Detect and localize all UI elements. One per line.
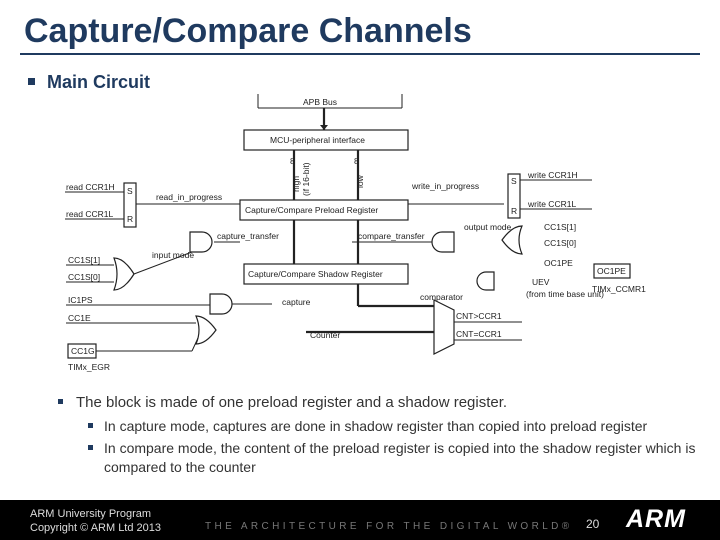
from-time-base-label: (from time base unit) — [526, 289, 604, 299]
cc1g-label: CC1G — [71, 346, 95, 356]
capture-or-gate — [196, 316, 216, 344]
counter-label: Counter — [310, 330, 341, 340]
write-ccr1h-label: write CCR1H — [528, 170, 578, 180]
low-label: low — [355, 175, 365, 188]
comparator-shape — [434, 300, 454, 354]
page-number: 20 — [586, 517, 600, 531]
bullet-square-icon — [58, 399, 63, 404]
uev-and-gate — [477, 272, 494, 290]
write-in-progress-label: write_in_progress — [412, 181, 480, 191]
left-latch-s: S — [127, 186, 133, 196]
output-mode-label: output mode — [464, 222, 512, 232]
capture-compare-diagram — [62, 92, 662, 374]
capture-label: capture — [282, 297, 311, 307]
footer-tagline: THE ARCHITECTURE FOR THE DIGITAL WORLD® — [205, 521, 573, 532]
read-ccr1h-label: read CCR1H — [66, 182, 115, 192]
cnt-gt-label: CNT>CCR1 — [456, 311, 502, 321]
apb-bus-label: APB Bus — [303, 97, 338, 107]
ic1ps-label: IC1PS — [68, 295, 93, 305]
compare-mode-text: In compare mode, the content of the preload register is copied into the shadow register which is compared to the counter — [104, 440, 696, 475]
main-bullet — [28, 72, 150, 93]
left-latch-r: R — [127, 214, 134, 224]
mcu-interface-label: MCU-peripheral interface — [270, 135, 365, 145]
input-and-gate — [190, 232, 212, 252]
bullet-square-icon — [88, 445, 93, 450]
high-label: high — [291, 175, 301, 192]
capture-mode-text: In capture mode, captures are done in shadow register than copied into preload register — [104, 418, 648, 434]
timx-egr-label: TIMx_EGR — [68, 362, 111, 372]
cc1e-label: CC1E — [68, 313, 91, 323]
compare-transfer-label: compare_transfer — [358, 231, 425, 241]
bullet-square-icon — [28, 78, 35, 85]
bullet-square-icon — [88, 423, 93, 428]
shadow-register-label: Capture/Compare Shadow Register — [248, 269, 383, 279]
input-or-gate — [114, 258, 134, 290]
write-ccr1l-label: write CCR1L — [528, 199, 577, 209]
main-bullet-label: Main Circuit — [47, 72, 151, 92]
arm-logo: ARM — [626, 505, 686, 533]
slide-title: Capture/Compare Channels — [24, 12, 472, 50]
read-in-progress-label: read_in_progress — [156, 192, 223, 202]
cc1s0-right-label: CC1S[0] — [544, 238, 577, 248]
cc1s1-left-label: CC1S[1] — [68, 255, 101, 265]
capture-transfer-label: capture_transfer — [217, 231, 279, 241]
block-description: The block is made of one preload register and a shadow register. — [76, 394, 508, 411]
title-rule — [20, 53, 700, 55]
program-name: ARM University Program — [30, 508, 152, 520]
timx-ccmr1-label: TIMx_CCMR1 — [592, 284, 646, 294]
capture-and-gate — [210, 294, 232, 314]
right-latch-r: R — [511, 206, 518, 216]
copyright-text: Copyright © ARM Ltd 2013 — [30, 522, 162, 534]
output-and-gate — [432, 232, 454, 252]
read-ccr1l-label: read CCR1L — [66, 209, 114, 219]
footer-credits — [30, 507, 161, 535]
right-latch-s: S — [511, 176, 517, 186]
oc1pe-box-label: OC1PE — [597, 266, 626, 276]
input-mode-label: input mode — [152, 250, 195, 260]
cc1s0-left-label: CC1S[0] — [68, 272, 101, 282]
sub-bullet-capture — [58, 417, 698, 436]
comparator-label: comparator — [420, 292, 463, 302]
cc1s1-right-label: CC1S[1] — [544, 222, 577, 232]
oc1pe-label: OC1PE — [544, 258, 573, 268]
bullet-block-register — [58, 394, 698, 411]
bit-width-low: 8 — [354, 156, 359, 166]
bit16-label: (if 16-bit) — [301, 162, 311, 196]
preload-register-label: Capture/Compare Preload Register — [245, 205, 379, 215]
cnt-eq-label: CNT=CCR1 — [456, 329, 502, 339]
body-text — [58, 394, 698, 480]
bit-width-high: 8 — [290, 156, 295, 166]
sub-bullet-compare — [58, 439, 698, 477]
uev-label: UEV — [532, 277, 550, 287]
